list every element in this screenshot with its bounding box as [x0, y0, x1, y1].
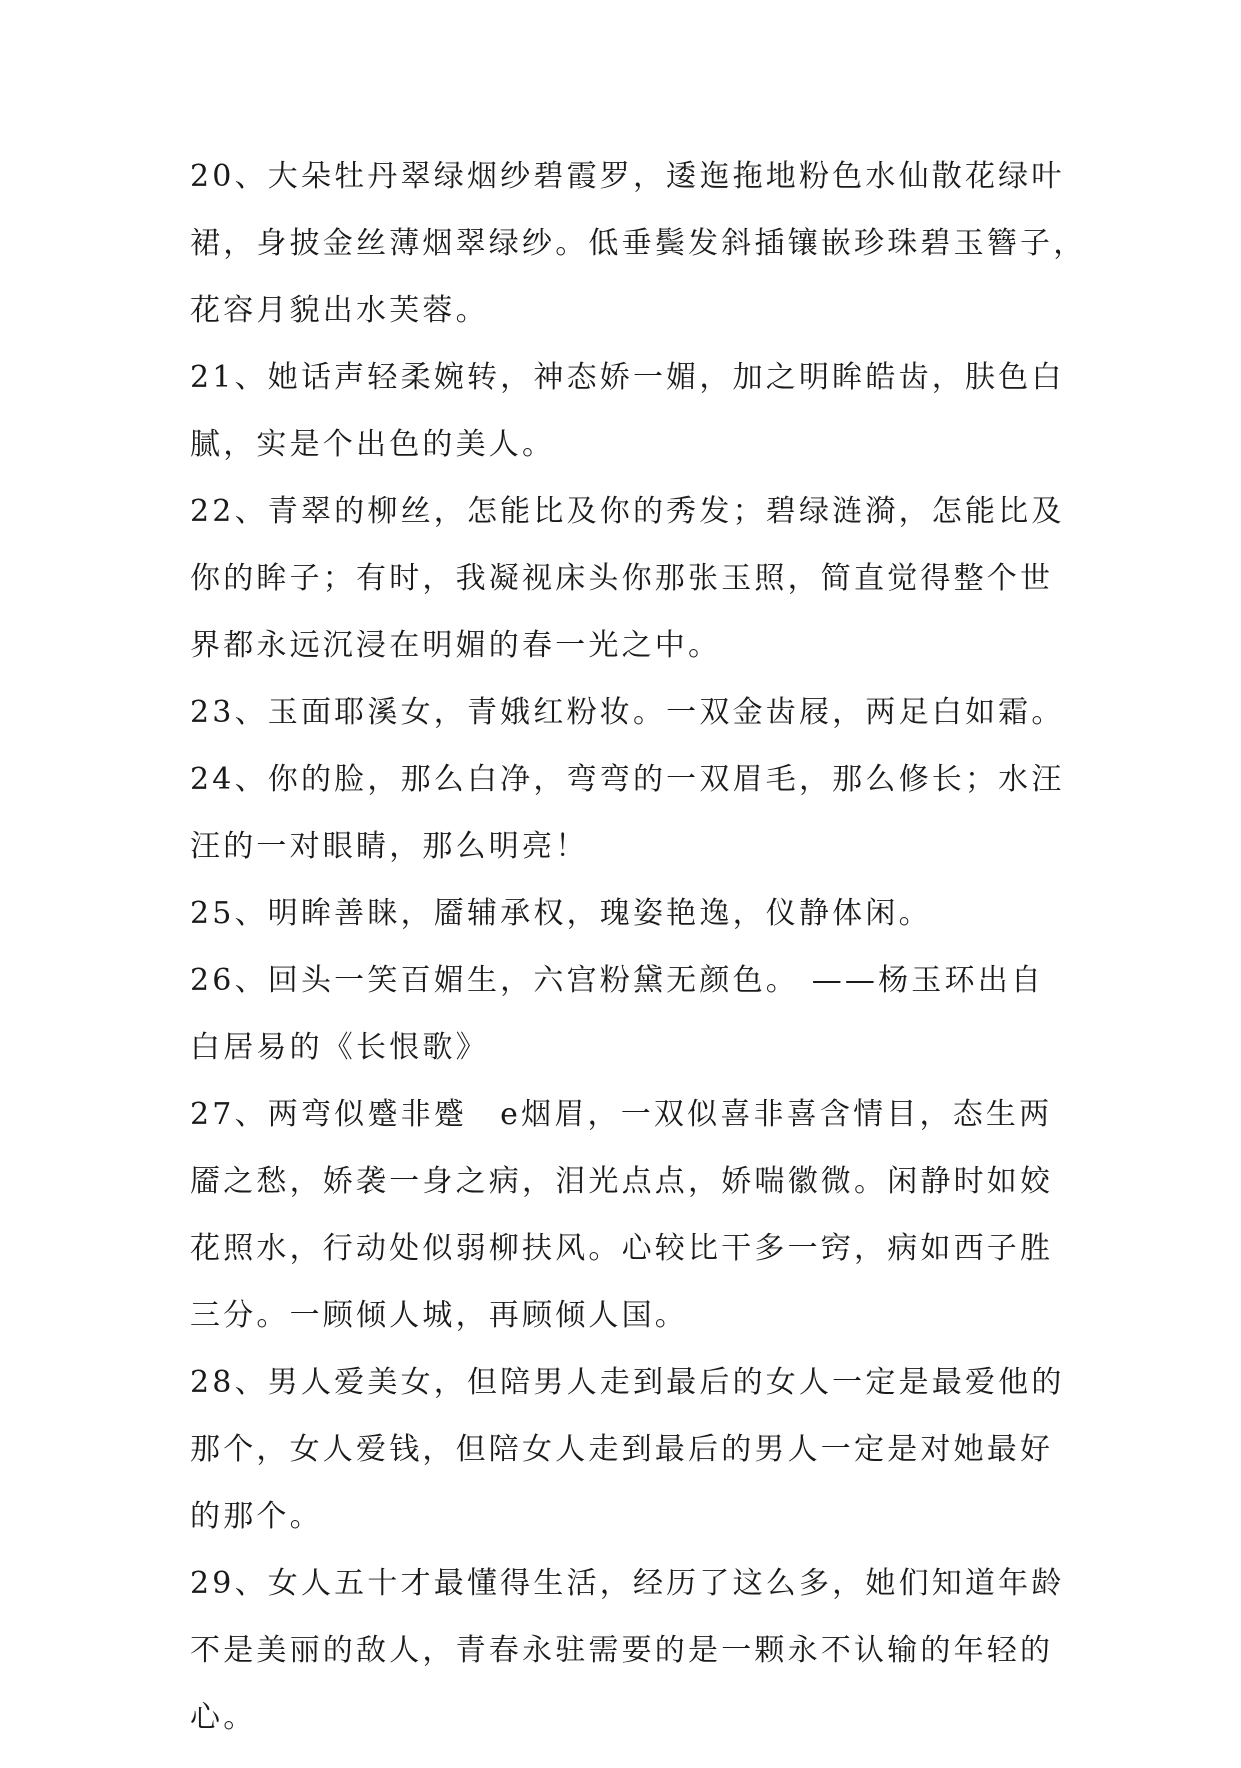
text-line: 不是美丽的敌人，青春永驻需要的是一颗永不认输的年轻的: [190, 1633, 1054, 1668]
text-line: 花照水，行动处似弱柳扶风。心较比干多一窍，病如西子胜: [190, 1231, 1054, 1266]
entry-27: [190, 1098, 1070, 1333]
text-line: 你的眸子；有时，我凝视床头你那张玉照，简直觉得整个世: [190, 561, 1054, 596]
text-line: 23、玉面耶溪女，青娥红粉妆。一双金齿屐，两足白如霜。: [190, 695, 1065, 730]
entry-29: [190, 1567, 1070, 1735]
text-line: 那个，女人爱钱，但陪女人走到最后的男人一定是对她最好: [190, 1432, 1054, 1467]
entry-26: [190, 964, 1070, 1065]
entry-28: [190, 1366, 1070, 1534]
entry-22: [190, 495, 1070, 663]
text-line: 心。: [190, 1700, 257, 1735]
text-line: 29、女人五十才最懂得生活，经历了这么多，她们知道年龄: [190, 1566, 1065, 1601]
text-line: 28、男人爱美女，但陪男人走到最后的女人一定是最爱他的: [190, 1365, 1065, 1400]
text-line: 花容月貌出水芙蓉。: [190, 293, 489, 328]
entry-20: [190, 159, 1087, 328]
entry-21: [190, 361, 1070, 462]
text-line: 21、她话声轻柔婉转，神态娇一媚，加之明眸皓齿，肤色白: [190, 360, 1065, 395]
text-line: 20、大朵牡丹翠绿烟纱碧霞罗，逶迤拖地粉色水仙散花绿叶: [190, 159, 1065, 194]
text-line: 22、青翠的柳丝，怎能比及你的秀发；碧绿涟漪，怎能比及: [190, 494, 1065, 529]
text-line: 汪的一对眼睛，那么明亮！: [190, 829, 589, 864]
text-line: 25、明眸善睐，靥辅承权，瑰姿艳逸，仪静体闲。: [190, 896, 932, 931]
document-body: [190, 159, 1087, 1768]
text-line: 白居易的《长恨歌》: [190, 1030, 489, 1065]
entry-23: [190, 696, 1070, 730]
text-line: 界都永远沉浸在明媚的春一光之中。: [190, 628, 722, 663]
text-line: 26、回头一笑百媚生，六宫粉黛无颜色。 ——杨玉环出自: [190, 963, 1045, 998]
entry-25: [190, 897, 1070, 931]
text-line: 腻，实是个出色的美人。: [190, 427, 556, 462]
text-line: 裙，身披金丝薄烟翠绿纱。低垂鬓发斜插镶嵌珍珠碧玉簪子，: [190, 226, 1087, 261]
text-line: 的那个。: [190, 1499, 323, 1534]
text-line: 27、两弯似蹙非蹙 e烟眉，一双似喜非喜含情目，态生两: [190, 1097, 1053, 1132]
text-line: 24、你的脸，那么白净，弯弯的一双眉毛，那么修长；水汪: [190, 762, 1065, 797]
entry-24: [190, 763, 1070, 864]
text-line: 靥之愁，娇袭一身之病，泪光点点，娇喘徽微。闲静时如姣: [190, 1164, 1054, 1199]
text-line: 三分。一顾倾人城，再顾倾人国。: [190, 1298, 688, 1333]
